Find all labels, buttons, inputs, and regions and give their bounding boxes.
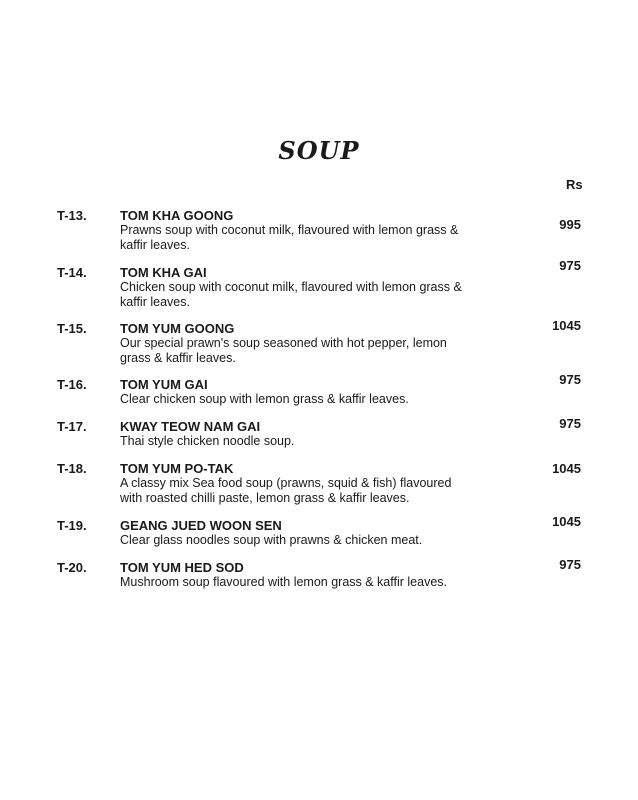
item-price: 975 [559, 416, 581, 431]
item-price: 1045 [552, 514, 581, 529]
item-price: 1045 [552, 461, 581, 476]
item-description: Clear chicken soup with lemon grass & kaffir leaves. [120, 392, 409, 406]
item-description: Our special prawn's soup seasoned with hot pepper, lemon grass & kaffir leaves. [120, 336, 447, 365]
item-name: KWAY TEOW NAM GAI [120, 419, 261, 434]
menu-title: SOUP [278, 136, 360, 165]
item-description: Prawns soup with coconut milk, flavoured with lemon grass & kaffir leaves. [120, 223, 459, 252]
item-code: T-19. [57, 518, 87, 533]
item-name: TOM KHA GAI [120, 265, 207, 280]
item-code: T-20. [57, 560, 87, 575]
item-description: Thai style chicken noodle soup. [120, 434, 295, 448]
item-price: 995 [559, 217, 581, 232]
item-price: 975 [559, 372, 581, 387]
item-price: 1045 [552, 318, 581, 333]
item-description: Mushroom soup flavoured with lemon grass & kaffir leaves. [120, 575, 448, 589]
item-name: TOM YUM GOONG [120, 321, 235, 336]
item-description: A classy mix Sea food soup (prawns, squid & fish) flavoured with roasted chilli paste, lemon grass & kaffir leaves. [120, 476, 452, 505]
item-code: T-15. [57, 321, 87, 336]
item-name: GEANG JUED WOON SEN [120, 518, 282, 533]
item-code: T-14. [57, 265, 87, 280]
item-code: T-13. [57, 208, 87, 223]
item-name: TOM YUM PO-TAK [120, 461, 234, 476]
item-price: 975 [559, 258, 581, 273]
item-code: T-17. [57, 419, 87, 434]
item-description: Chicken soup with coconut milk, flavoured with lemon grass & kaffir leaves. [120, 280, 462, 309]
item-description: Clear glass noodles soup with prawns & chicken meat. [120, 533, 423, 547]
item-name: TOM YUM GAI [120, 377, 208, 392]
item-name: TOM YUM HED SOD [120, 560, 244, 575]
item-code: T-16. [57, 377, 87, 392]
item-name: TOM KHA GOONG [120, 208, 234, 223]
currency-label: Rs [566, 177, 583, 192]
item-code: T-18. [57, 461, 87, 476]
item-price: 975 [559, 557, 581, 572]
